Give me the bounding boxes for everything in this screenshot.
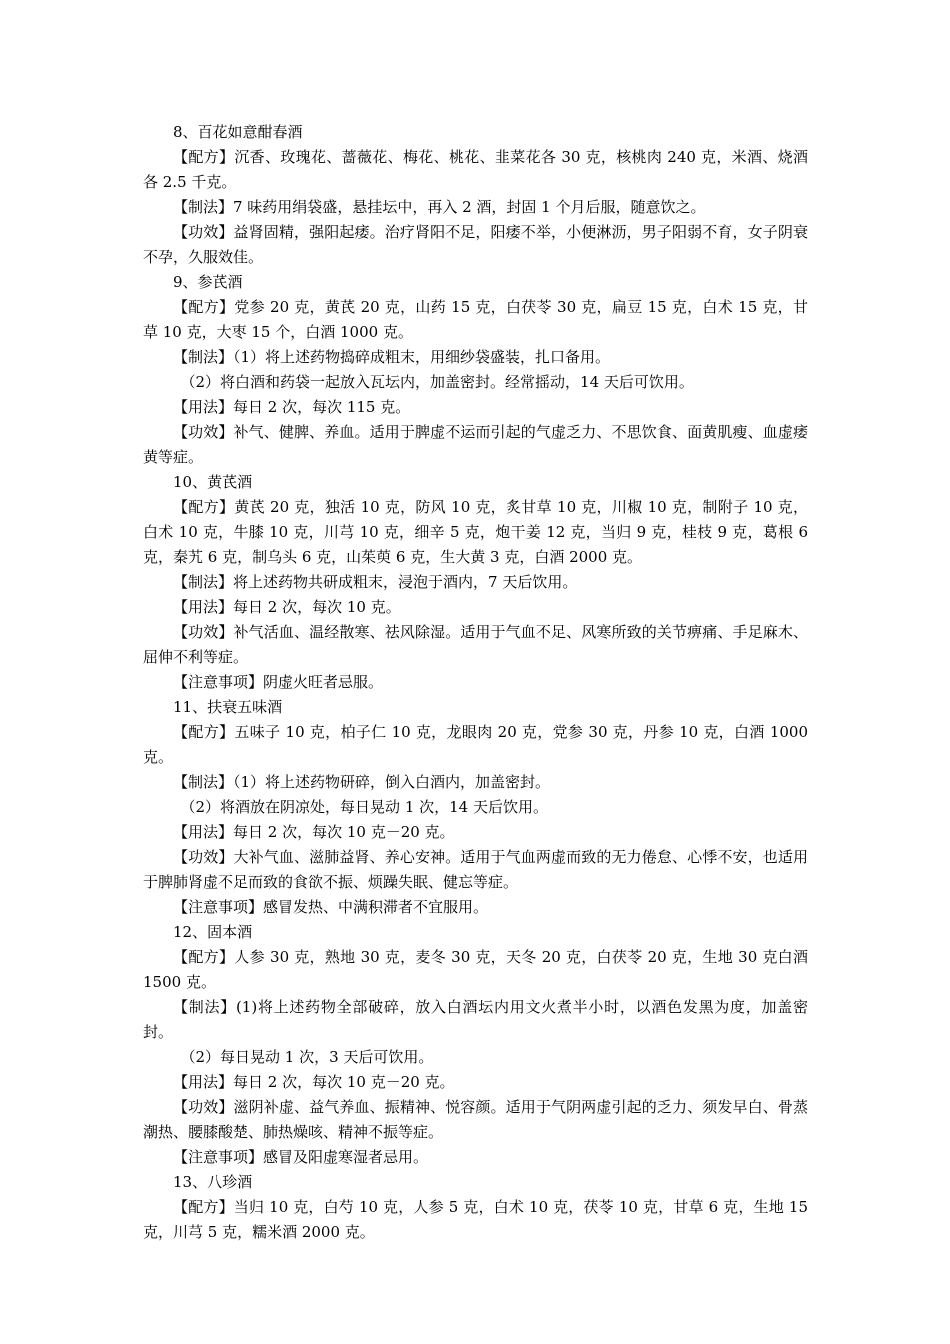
document-body xyxy=(143,120,808,1245)
recipe-method: 【制法】将上述药物共研成粗末，浸泡于酒内，7 天后饮用。 xyxy=(173,573,578,591)
recipe-formula: 【配方】党参 20 克，黄芪 20 克，山药 15 克，白茯苓 30 克，扁豆 15 克，白术 15 克，甘草 10 克，大枣 15 个，白酒 1000 克。 xyxy=(143,298,808,341)
recipe-method-step: （2）每日晃动 1 次，3 天后可饮用。 xyxy=(180,1048,434,1066)
recipe-formula: 【配方】五味子 10 克，柏子仁 10 克，龙眼肉 20 克，党参 30 克，丹参 10 克，白酒 1000 克。 xyxy=(143,723,808,766)
recipe-effect: 【功效】滋阴补虚、益气养血、振精神、悦容颜。适用于气阴两虚引起的乏力、须发早白、骨蒸潮热、腰膝酸楚、肺热燥咳、精神不振等症。 xyxy=(143,1098,808,1141)
recipe-method: 【制法】7 味药用绢袋盛，悬挂坛中，再入 2 酒，封固 1 个月后服，随意饮之。 xyxy=(173,198,706,216)
recipe-usage: 【用法】每日 2 次，每次 115 克。 xyxy=(173,398,411,416)
recipe-title: 9、参芪酒 xyxy=(173,273,243,291)
recipe-usage: 【用法】每日 2 次，每次 10 克－20 克。 xyxy=(173,1073,455,1091)
recipe-usage: 【用法】每日 2 次，每次 10 克－20 克。 xyxy=(173,823,455,841)
recipe-title: 13、八珍酒 xyxy=(173,1173,253,1191)
recipe-usage: 【用法】每日 2 次，每次 10 克。 xyxy=(173,598,401,616)
recipe-effect: 【功效】补气、健脾、养血。适用于脾虚不运而引起的气虚乏力、不思饮食、面黄肌瘦、血虚痿黄等症。 xyxy=(143,423,808,466)
recipe-effect: 【功效】大补气血、滋肺益肾、养心安神。适用于气血两虚而致的无力倦怠、心悸不安，也适用于脾肺肾虚不足而致的食欲不振、烦躁失眠、健忘等症。 xyxy=(143,848,808,891)
recipe-formula: 【配方】沉香、玫瑰花、蔷薇花、梅花、桃花、韭菜花各 30 克，核桃肉 240 克，米酒、烧酒各 2.5 千克。 xyxy=(143,148,808,191)
recipe-method: 【制法】（1）将上述药物研碎，倒入白酒内，加盖密封。 xyxy=(173,773,551,791)
recipe-title: 11、扶衰五味酒 xyxy=(173,698,283,716)
recipe-effect: 【功效】补气活血、温经散寒、祛风除湿。适用于气血不足、风寒所致的关节痹痛、手足麻木、屈伸不利等症。 xyxy=(143,623,808,666)
recipe-caution: 【注意事项】感冒发热、中满积滞者不宜服用。 xyxy=(173,898,489,916)
recipe-formula: 【配方】黄芪 20 克，独活 10 克，防风 10 克，炙甘草 10 克，川椒 10 克，制附子 10 克，白术 10 克，牛膝 10 克，川芎 10 克，细辛 5 克，炮干姜 12 克，当归 9 克，桂枝 9 克，葛根 6 克，秦艽 6 克，制乌头 6 克，山茱萸 6 克，生大黄 3 克，白酒 2000 克。 xyxy=(143,498,808,566)
recipe-title: 12、固本酒 xyxy=(173,923,253,941)
recipe-method-step: （2）将白酒和药袋一起放入瓦坛内，加盖密封。经常摇动，14 天后可饮用。 xyxy=(180,373,694,391)
recipe-title: 8、百花如意酣春酒 xyxy=(173,123,303,141)
recipe-method: 【制法】（1）将上述药物捣碎成粗末，用细纱袋盛装，扎口备用。 xyxy=(173,348,611,366)
recipe-caution: 【注意事项】阴虚火旺者忌服。 xyxy=(173,673,384,691)
recipe-title: 10、黄芪酒 xyxy=(173,473,253,491)
recipe-method: 【制法】(1)将上述药物全部破碎，放入白酒坛内用文火煮半小时，以酒色发黑为度，加盖密封。 xyxy=(143,998,808,1041)
recipe-method-step: （2）将酒放在阴凉处，每日晃动 1 次，14 天后饮用。 xyxy=(180,798,548,816)
recipe-formula: 【配方】人参 30 克，熟地 30 克，麦冬 30 克，天冬 20 克，白茯苓 20 克，生地 30 克白酒 1500 克。 xyxy=(143,948,808,991)
recipe-formula: 【配方】当归 10 克，白芍 10 克，人参 5 克，白术 10 克，茯苓 10 克，甘草 6 克，生地 15 克，川芎 5 克，糯米酒 2000 克。 xyxy=(143,1198,808,1241)
recipe-effect: 【功效】益肾固精，强阳起痿。治疗肾阳不足，阳痿不举，小便淋沥，男子阳弱不育，女子阴衰不孕，久服效佳。 xyxy=(143,223,808,266)
recipe-caution: 【注意事项】感冒及阳虚寒湿者忌用。 xyxy=(173,1148,429,1166)
